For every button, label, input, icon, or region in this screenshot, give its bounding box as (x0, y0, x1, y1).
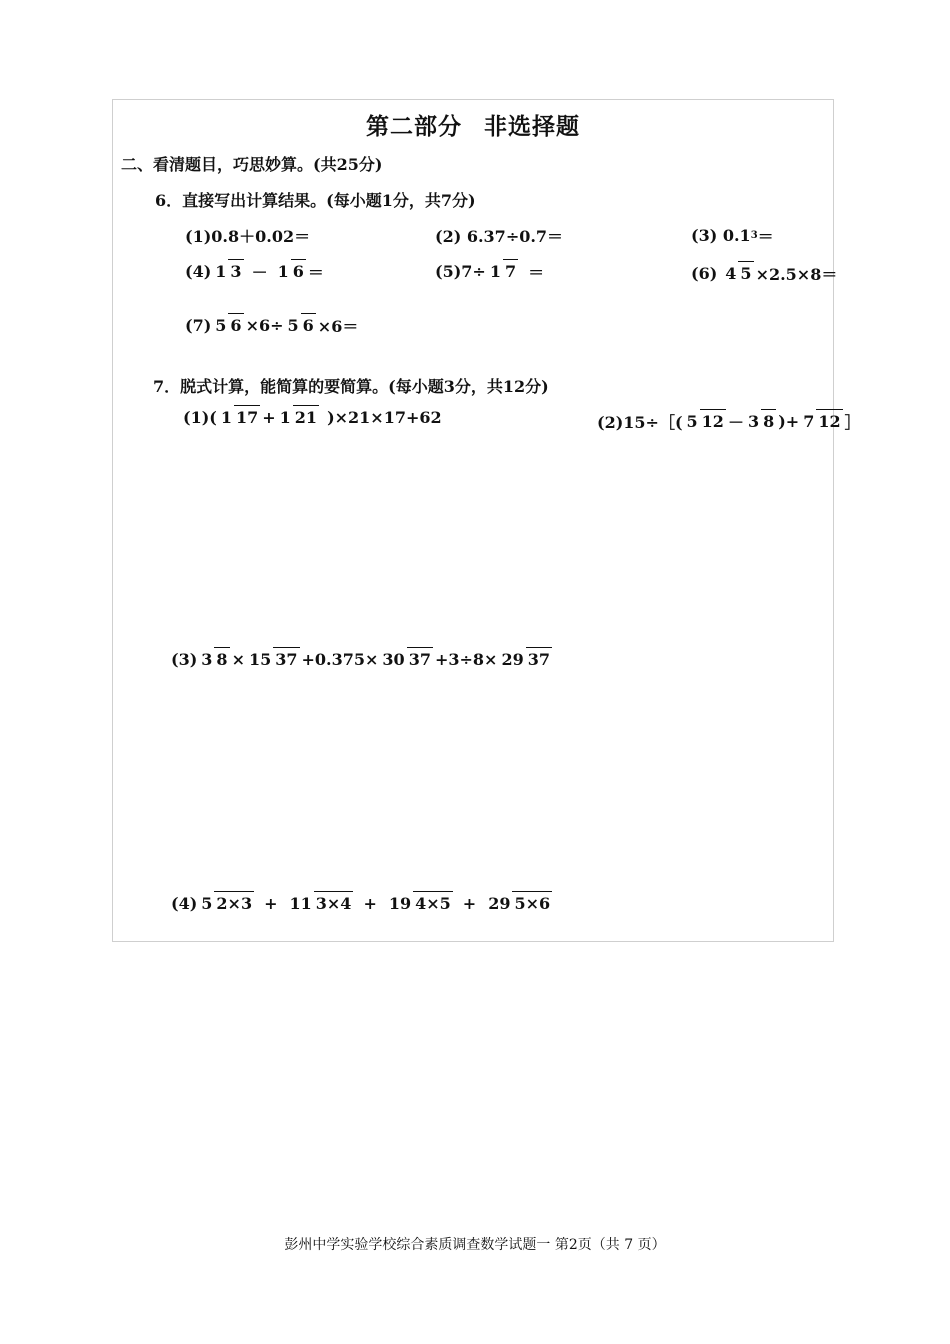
fraction: 29 5×6 (486, 896, 552, 912)
q7-p2-mid: )+ (778, 412, 800, 431)
fraction: 4 5 (723, 266, 753, 282)
operator: + (462, 894, 477, 913)
q6-problem-7 (185, 314, 358, 337)
fraction: 1 21 (278, 410, 319, 426)
q6-p6-rest: ×2.5×8＝ (755, 265, 838, 284)
fraction: 5 6 (286, 318, 316, 334)
q7-p3-mid: +0.375× (301, 650, 379, 669)
operator: － (727, 413, 744, 432)
part-name: 非选择题 (484, 113, 580, 140)
fraction: 5 2×3 (199, 896, 254, 912)
fraction: 1 6 (276, 264, 306, 280)
q6-p5-label: (5)7÷ (435, 262, 486, 281)
q6-heading: 6．直接写出计算结果。(每小题1分，共7分) (155, 191, 476, 210)
q6-problem-4 (185, 260, 324, 283)
q7-problem-4 (171, 894, 554, 913)
q6-problem-6 (691, 262, 837, 285)
fraction: 19 4×5 (387, 896, 453, 912)
q7-p2-end: ］ (844, 413, 861, 432)
section-heading: 二、看清题目，巧思妙算。(共25分) (121, 155, 383, 174)
equals: ＝ (528, 263, 545, 282)
q6-problem-2: (2) 6.37÷0.7＝ (435, 227, 564, 246)
q6-p3-base: (3) 0.1 (691, 226, 751, 245)
q7-p4-label: (4) (171, 894, 198, 913)
operator: + (363, 894, 377, 913)
part-label: 第二部分 (366, 113, 462, 140)
fraction: 1 3 (213, 264, 243, 280)
exam-panel (112, 99, 861, 942)
q6-problem-5 (435, 260, 544, 283)
fraction: 30 37 (380, 652, 433, 668)
operator: × (231, 650, 245, 669)
fraction: 29 37 (499, 652, 552, 668)
q6-p3-exponent: 3 (750, 230, 758, 241)
q6-p7-rest: ×6＝ (317, 317, 359, 336)
q7-p2-label: (2)15÷［( (597, 413, 683, 432)
fraction: 5 12 (685, 414, 726, 430)
fraction: 11 3×4 (288, 896, 354, 912)
q6-p6-label: (6) (691, 264, 718, 283)
operator: － (251, 263, 268, 282)
q6-p7-label: (7) (185, 316, 212, 335)
q6-problem-1: (1)0.8＋0.02＝ (185, 227, 311, 246)
equals: ＝ (307, 263, 324, 282)
q7-p1-label: (1)( (183, 408, 217, 427)
q7-heading: 7．脱式计算，能简算的要简算。(每小题3分，共12分) (153, 377, 549, 396)
q6-p3-equals: ＝ (757, 227, 774, 246)
q7-p1-rest: )×21×17+62 (327, 408, 442, 427)
fraction: 5 6 (213, 318, 243, 334)
fraction: 3 8 (199, 652, 229, 668)
q6-p4-label: (4) (185, 262, 212, 281)
q7-p3-label: (3) (171, 650, 198, 669)
q7-problem-1 (183, 408, 442, 427)
fraction: 7 12 (801, 414, 842, 430)
fraction: 3 8 (746, 414, 776, 430)
q6-p7-mid: ×6÷ (245, 316, 284, 335)
fraction: 1 17 (219, 410, 260, 426)
part-title (113, 108, 833, 141)
q7-p3-mid2: +3÷8× (434, 650, 498, 669)
q7-problem-2 (597, 410, 861, 433)
operator: + (262, 408, 276, 427)
q6-problem-3 (691, 224, 774, 247)
page-footer: 彭州中学实验学校综合素质调查数学试题一 第2页（共 7 页） (284, 1237, 666, 1253)
operator: + (264, 894, 278, 913)
fraction: 1 7 (488, 264, 518, 280)
q7-problem-3 (171, 650, 554, 669)
fraction: 15 37 (247, 652, 300, 668)
